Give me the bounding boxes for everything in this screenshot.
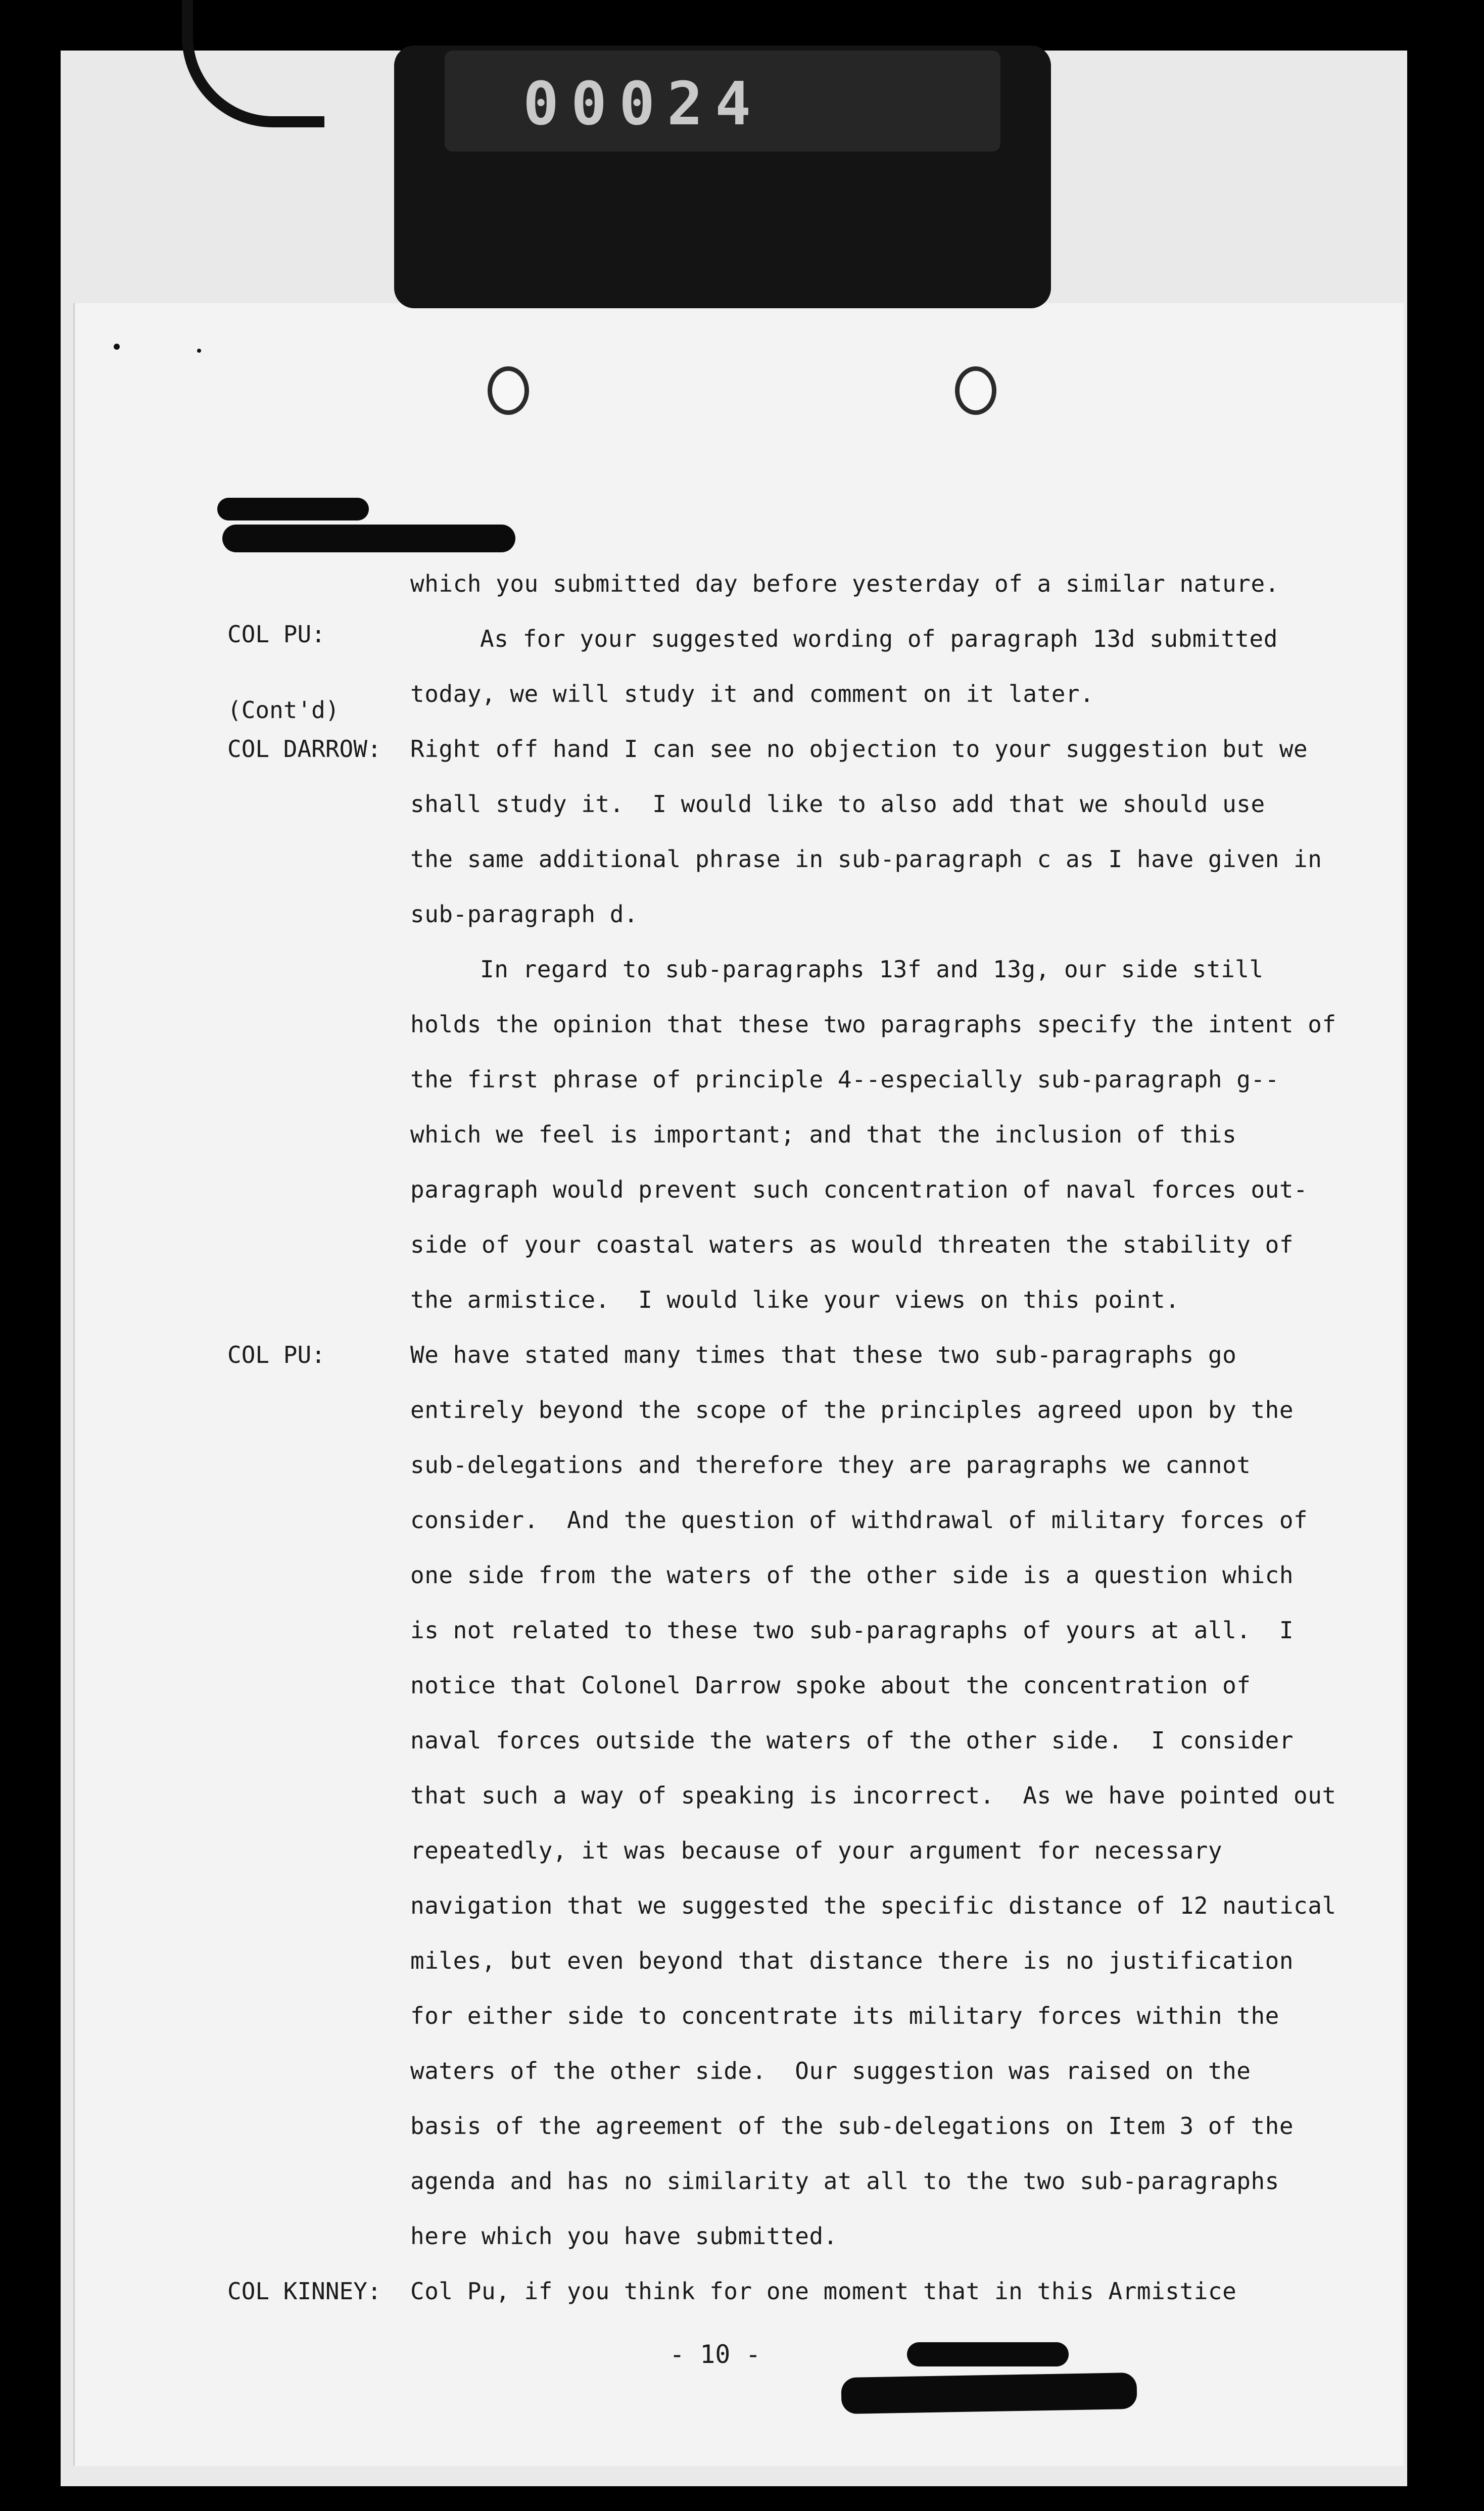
text-line: the armistice. I would like your views on this point. bbox=[410, 1286, 1180, 1313]
speaker-label: COL KINNEY: bbox=[227, 2278, 381, 2305]
clip-cable bbox=[172, 0, 308, 131]
text-line: holds the opinion that these two paragraphs specify the intent of bbox=[410, 1011, 1336, 1038]
text-line: In regard to sub-paragraphs 13f and 13g, our side still bbox=[480, 956, 1264, 983]
text-line: side of your coastal waters as would threaten the stability of bbox=[410, 1231, 1294, 1258]
text-line: Right off hand I can see no objection to your suggestion but we bbox=[410, 735, 1308, 763]
text-line: basis of the agreement of the sub-delegations on Item 3 of the bbox=[410, 2112, 1294, 2140]
redaction-mark bbox=[222, 525, 515, 552]
text-line: today, we will study it and comment on it later. bbox=[410, 680, 1094, 707]
redaction-mark bbox=[841, 2373, 1137, 2414]
text-line: repeatedly, it was because of your argument for necessary bbox=[410, 1837, 1223, 1864]
speech-text bbox=[410, 2279, 1344, 2334]
text-line: which you submitted day before yesterday of a similar nature. bbox=[410, 570, 1279, 597]
text-line: We have stated many times that these two sub-paragraphs go bbox=[410, 1341, 1237, 1368]
frame-counter-digits: 00024 bbox=[523, 69, 763, 138]
dust-speck bbox=[197, 349, 201, 353]
speaker-name: COL PU: bbox=[227, 621, 325, 648]
speech-text bbox=[410, 571, 1344, 736]
speaker-label: COL DARROW: bbox=[227, 735, 381, 763]
text-line: consider. And the question of withdrawal of military forces of bbox=[410, 1506, 1308, 1534]
transcript-body bbox=[227, 571, 1344, 2334]
text-line: As for your suggested wording of paragraph 13d submitted bbox=[480, 625, 1278, 652]
speech-text bbox=[410, 1342, 1344, 2279]
text-line: the first phrase of principle 4--especially sub-paragraph g-- bbox=[410, 1066, 1279, 1093]
dust-speck bbox=[114, 344, 120, 350]
punch-hole-right bbox=[955, 366, 996, 415]
text-line: the same additional phrase in sub-paragraph c as I have given in bbox=[410, 845, 1322, 873]
page-number: - 10 - bbox=[669, 2340, 761, 2369]
text-line: Col Pu, if you think for one moment that in this Armistice bbox=[410, 2278, 1237, 2305]
speaker-label: COL PU: bbox=[227, 1341, 325, 1368]
speaker-continued: (Cont'd) bbox=[227, 696, 340, 724]
text-line: agenda and has no similarity at all to the two sub-paragraphs bbox=[410, 2167, 1279, 2195]
text-line: paragraph would prevent such concentration of naval forces out- bbox=[410, 1176, 1308, 1203]
text-line: notice that Colonel Darrow spoke about the concentration of bbox=[410, 1672, 1251, 1699]
text-line: navigation that we suggested the specific distance of 12 nautical bbox=[410, 1892, 1336, 1919]
text-line: naval forces outside the waters of the other side. I consider bbox=[410, 1727, 1294, 1754]
text-line: entirely beyond the scope of the principles agreed upon by the bbox=[410, 1396, 1294, 1424]
text-line: sub-delegations and therefore they are paragraphs we cannot bbox=[410, 1451, 1251, 1479]
speech-block bbox=[227, 2279, 1344, 2334]
redaction-mark bbox=[217, 498, 369, 520]
text-line: sub-paragraph d. bbox=[410, 901, 639, 928]
punch-hole-left bbox=[488, 366, 529, 415]
text-line: miles, but even beyond that distance there is no justification bbox=[410, 1947, 1294, 1974]
text-line: which we feel is important; and that the inclusion of this bbox=[410, 1121, 1237, 1148]
text-line: that such a way of speaking is incorrect. As we have pointed out bbox=[410, 1782, 1336, 1809]
text-line: one side from the waters of the other side is a question which bbox=[410, 1561, 1294, 1589]
text-line: for either side to concentrate its military forces within the bbox=[410, 2002, 1279, 2029]
speech-block bbox=[227, 736, 1344, 1342]
text-line: waters of the other side. Our suggestion was raised on the bbox=[410, 2057, 1251, 2084]
speech-block bbox=[227, 1342, 1344, 2279]
text-line: is not related to these two sub-paragraphs of yours at all. I bbox=[410, 1617, 1294, 1644]
redaction-mark bbox=[907, 2342, 1069, 2366]
speech-block bbox=[227, 571, 1344, 736]
text-line: shall study it. I would like to also add that we should use bbox=[410, 790, 1265, 818]
text-line: here which you have submitted. bbox=[410, 2222, 838, 2250]
speech-text bbox=[410, 736, 1344, 1342]
